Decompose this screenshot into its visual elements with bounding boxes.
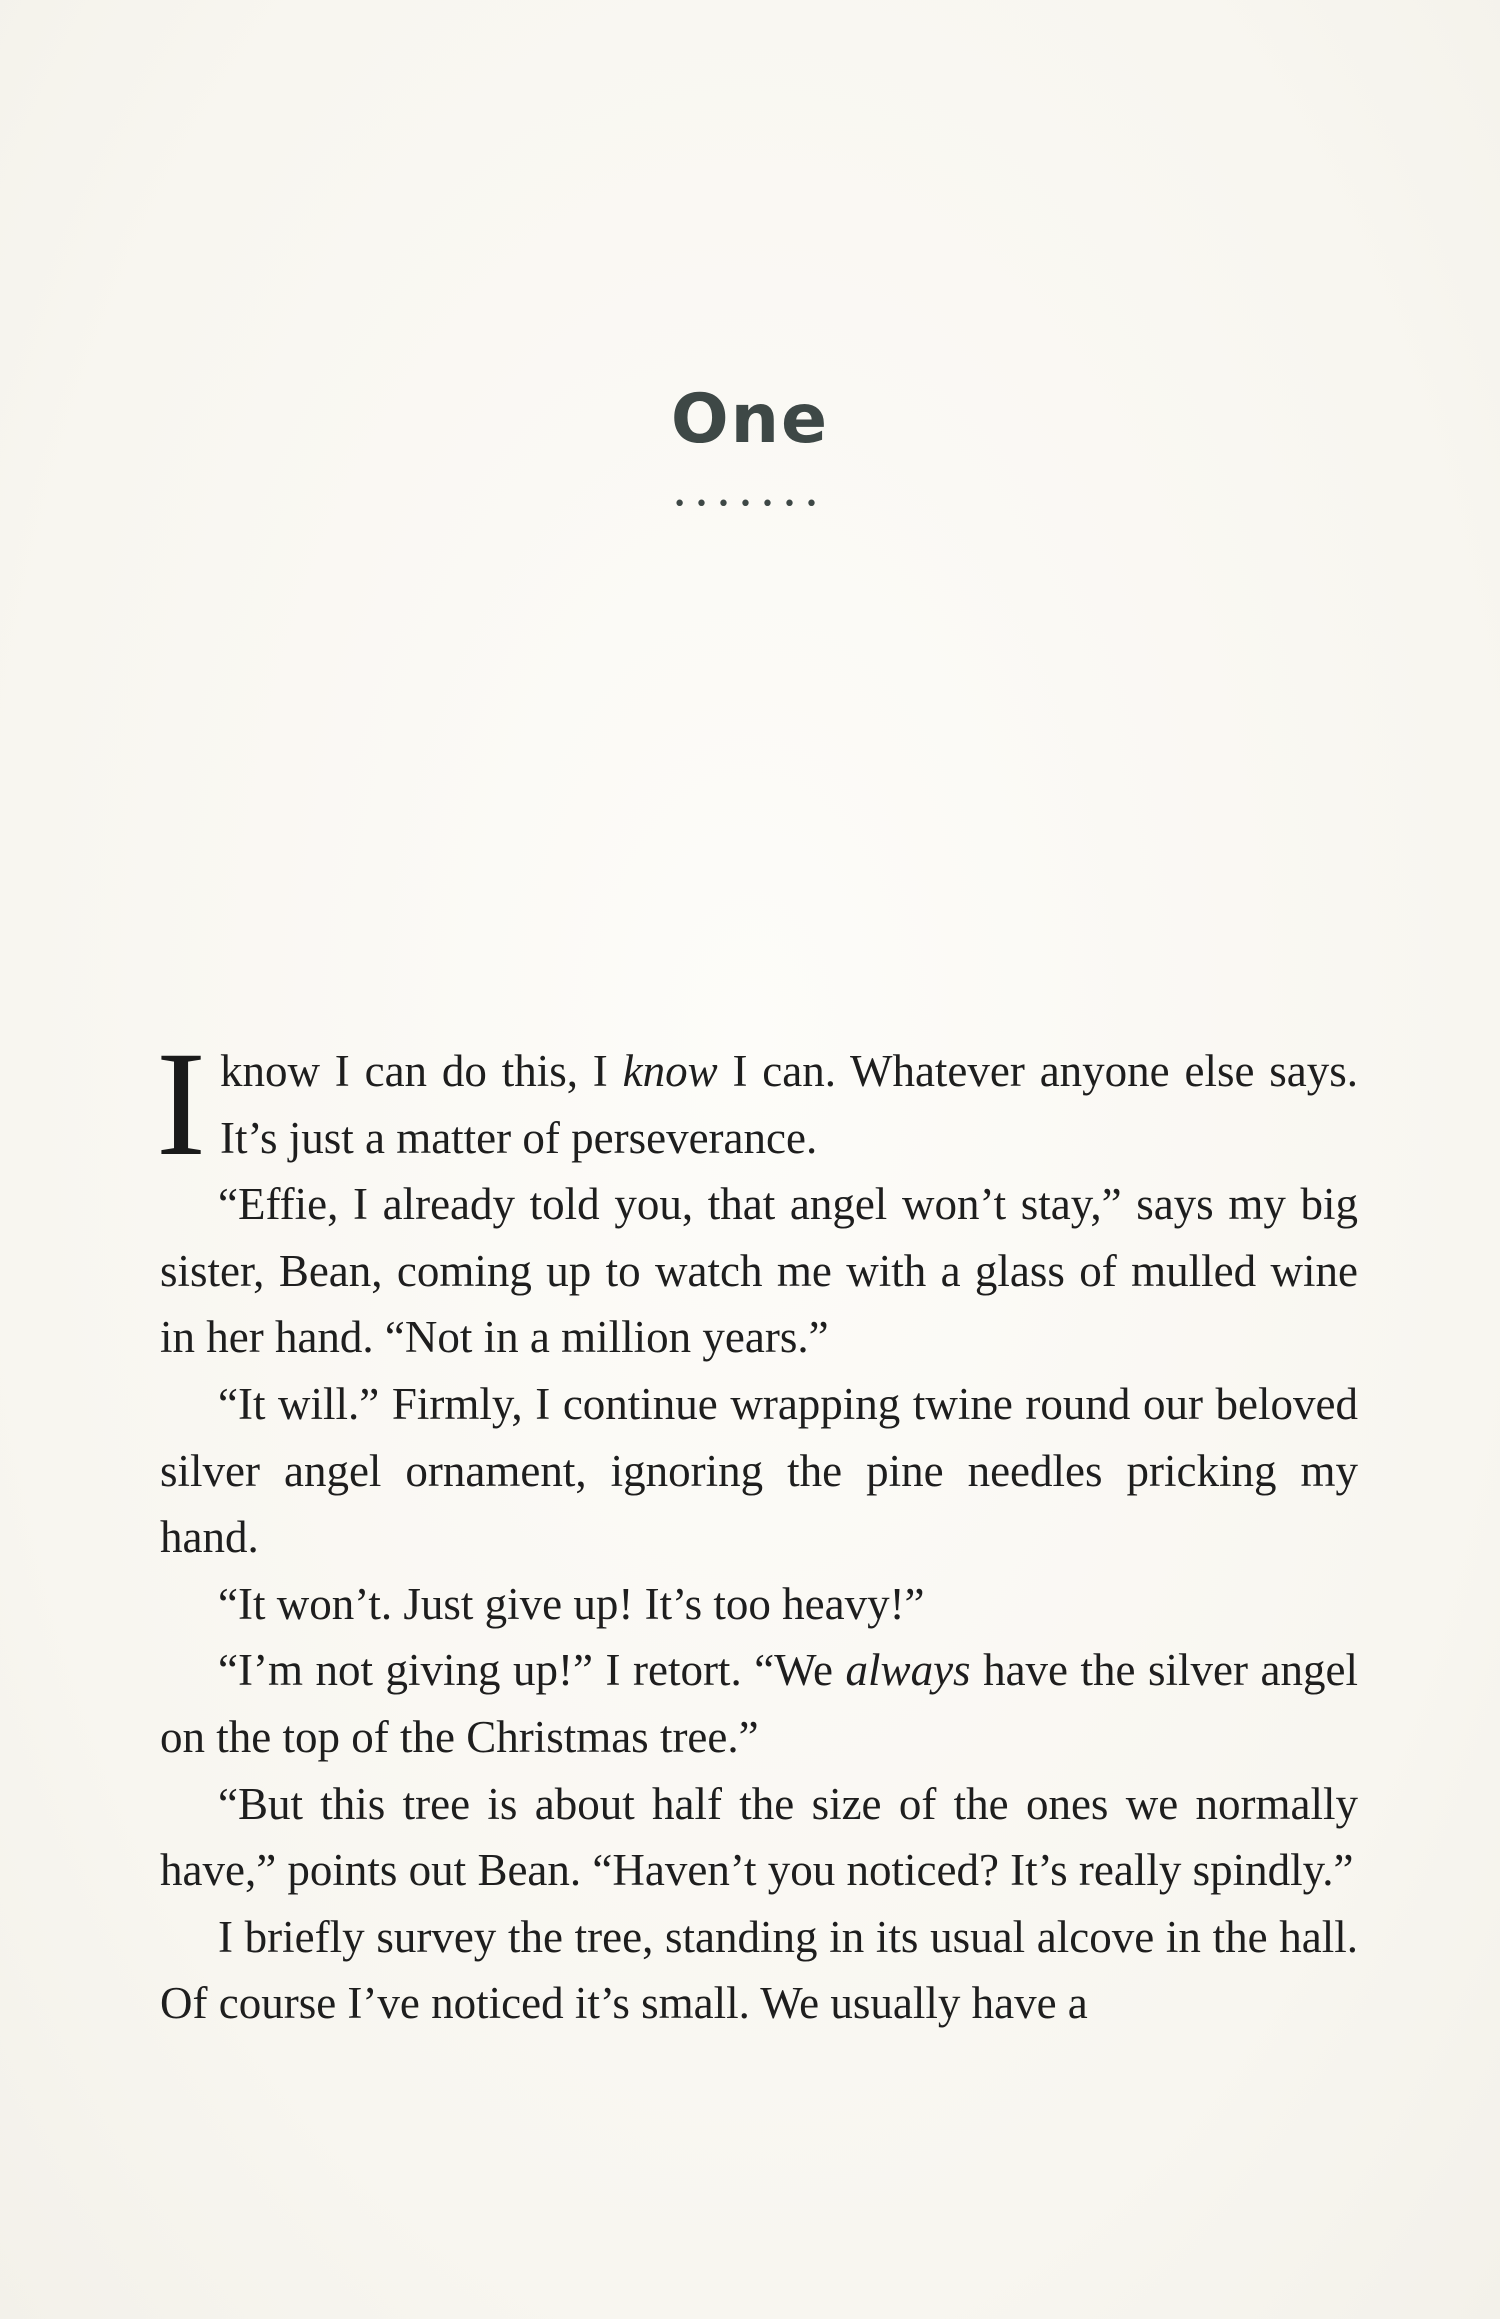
paragraph-3: “It will.” Firmly, I continue wrapping twine round our beloved silver angel ornament, ignoring the pine needles pricking my hand. [160,1378,1358,1563]
paragraph-5-emphasis: always [845,1645,971,1696]
paragraph-2: “Effie, I already told you, that angel won’t stay,” says my big sister, Bean, coming up to watch me with a glass of mulled wine in her hand. “Not in a million years.” [160,1179,1358,1363]
paragraph-1-text-a: know I can do this, I [219,1046,623,1096]
chapter-body [156,1021,1359,2037]
paragraph-7: I briefly survey the tree, standing in its usual alcove in the hall. Of course I’ve noticed it’s small. We usually have a [160,1911,1358,2029]
paragraph-1-text-b: I can. Whatever anyone else says. It’s just a matter of perseverance. [219,1046,1359,1163]
paragraph-1 [156,1021,1359,1187]
chapter-ornament: ••••••• [673,492,827,517]
paragraph-5-text-a: “I’m not giving up!” I retort. “We [218,1645,846,1696]
chapter-title: One [670,380,830,459]
paragraph-5-text-b: have the silver angel on the top of the Christmas tree.” [160,1645,1358,1762]
paragraph-1-emphasis: know [622,1046,718,1096]
paragraph-6: “But this tree is about half the size of the ones we normally have,” points out Bean. “Haven’t you noticed? It’s really spindly.” [160,1778,1358,1896]
paragraph-4: “It won’t. Just give up! It’s too heavy!” [218,1578,925,1629]
drop-cap-letter: I [156,1021,206,1187]
paragraph-5 [160,1637,1358,1770]
